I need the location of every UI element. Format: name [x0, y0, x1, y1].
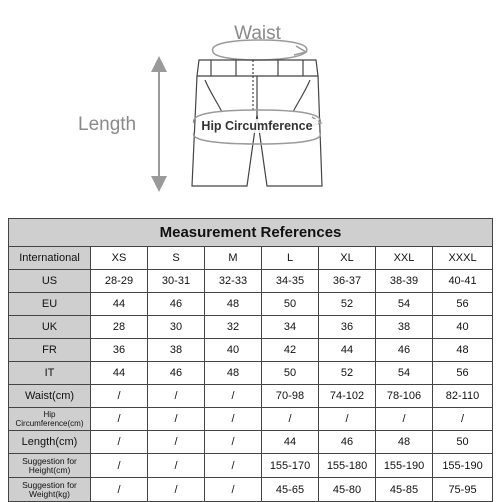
table-cell: /	[91, 408, 148, 431]
table-cell: M	[205, 247, 262, 270]
table-cell: 52	[319, 293, 376, 316]
table-cell: 56	[433, 362, 493, 385]
table-cell: S	[148, 247, 205, 270]
table-cell: XL	[319, 247, 376, 270]
table-cell: 74-102	[319, 385, 376, 408]
table-cell: 44	[262, 431, 319, 454]
table-cell: 36	[91, 339, 148, 362]
row-label: Suggestion for Height(cm)	[9, 454, 91, 478]
table-title: Measurement References	[9, 219, 493, 247]
table-cell: L	[262, 247, 319, 270]
table-row	[9, 247, 493, 270]
table-cell: 32	[205, 316, 262, 339]
table-cell: 44	[91, 362, 148, 385]
table-cell: 75-95	[433, 478, 493, 502]
table-cell: XS	[91, 247, 148, 270]
row-label: US	[9, 270, 91, 293]
row-label: Length(cm)	[9, 431, 91, 454]
row-label: Hip Circumference(cm)	[9, 408, 91, 431]
table-cell: 82-110	[433, 385, 493, 408]
row-label: Suggestion for Weight(kg)	[9, 478, 91, 502]
table-cell: /	[91, 478, 148, 502]
table-cell: 42	[262, 339, 319, 362]
table-cell: 28	[91, 316, 148, 339]
table-cell: /	[91, 385, 148, 408]
table-cell: 56	[433, 293, 493, 316]
table-cell: 44	[319, 339, 376, 362]
table-cell: 34	[262, 316, 319, 339]
waist-label: Waist	[234, 23, 281, 44]
table-cell: 32-33	[205, 270, 262, 293]
table-cell: 54	[376, 362, 433, 385]
table-cell: 30-31	[148, 270, 205, 293]
table-cell: /	[205, 431, 262, 454]
table-cell: /	[376, 408, 433, 431]
table-cell: /	[148, 431, 205, 454]
length-label: Length	[78, 114, 137, 135]
row-label: International	[9, 247, 91, 270]
table-row	[9, 270, 493, 293]
table-cell: 38	[148, 339, 205, 362]
table-cell: 155-170	[262, 454, 319, 478]
table-cell: 70-98	[262, 385, 319, 408]
table-cell: 45-65	[262, 478, 319, 502]
table-cell: 155-180	[319, 454, 376, 478]
table-cell: 40	[433, 316, 493, 339]
table-cell: 28-29	[91, 270, 148, 293]
table-cell: 46	[376, 339, 433, 362]
table-cell: 48	[205, 362, 262, 385]
table-cell: /	[148, 385, 205, 408]
table-row	[9, 339, 493, 362]
table-cell: /	[148, 478, 205, 502]
table-cell: 50	[262, 293, 319, 316]
table-row	[9, 454, 493, 478]
table-cell: 38	[376, 316, 433, 339]
table-cell: 54	[376, 293, 433, 316]
table-cell: /	[262, 408, 319, 431]
table-cell: /	[91, 431, 148, 454]
length-arrow	[151, 56, 167, 192]
table-cell: 30	[148, 316, 205, 339]
table-cell: /	[319, 408, 376, 431]
table-cell: 50	[433, 431, 493, 454]
table-cell: 44	[91, 293, 148, 316]
row-label: UK	[9, 316, 91, 339]
table-row	[9, 316, 493, 339]
table-cell: 40-41	[433, 270, 493, 293]
table-cell: 38-39	[376, 270, 433, 293]
table-cell: /	[205, 408, 262, 431]
table-cell: 34-35	[262, 270, 319, 293]
table-cell: 78-106	[376, 385, 433, 408]
table-cell: 48	[433, 339, 493, 362]
shorts-diagram	[0, 0, 500, 205]
table-cell: 45-80	[319, 478, 376, 502]
table-cell: 52	[319, 362, 376, 385]
row-label: Waist(cm)	[9, 385, 91, 408]
table-cell: 36-37	[319, 270, 376, 293]
table-cell: /	[205, 454, 262, 478]
row-label: IT	[9, 362, 91, 385]
table-row	[9, 408, 493, 431]
table-cell: 45-85	[376, 478, 433, 502]
table-row	[9, 478, 493, 502]
table-cell: /	[91, 454, 148, 478]
table-cell: 40	[205, 339, 262, 362]
row-label: EU	[9, 293, 91, 316]
table-cell: /	[205, 385, 262, 408]
table-cell: XXL	[376, 247, 433, 270]
table-cell: 50	[262, 362, 319, 385]
table-row	[9, 431, 493, 454]
table-row	[9, 385, 493, 408]
table-cell: 155-190	[376, 454, 433, 478]
table-cell: /	[148, 408, 205, 431]
hip-label: Hip Circumference	[196, 119, 318, 133]
table-cell: /	[433, 408, 493, 431]
table-cell: 48	[205, 293, 262, 316]
table-cell: 46	[148, 293, 205, 316]
table-row	[9, 293, 493, 316]
measurement-table	[8, 218, 493, 502]
table-cell: 155-190	[433, 454, 493, 478]
table-cell: 46	[319, 431, 376, 454]
table-cell: 46	[148, 362, 205, 385]
table-cell: 48	[376, 431, 433, 454]
row-label: FR	[9, 339, 91, 362]
table-row	[9, 362, 493, 385]
table-cell: XXXL	[433, 247, 493, 270]
table-cell: 36	[319, 316, 376, 339]
table-cell: /	[205, 478, 262, 502]
table-cell: /	[148, 454, 205, 478]
